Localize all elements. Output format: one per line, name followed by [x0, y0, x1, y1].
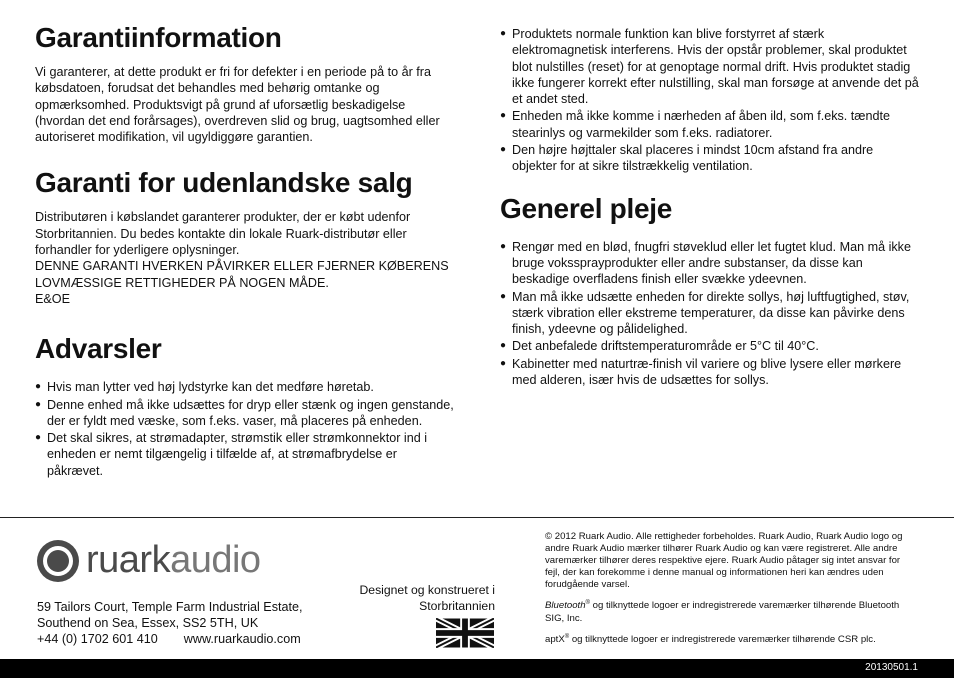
copyright-text: © 2012 Ruark Audio. Alle rettigheder forbeholdes. Ruark Audio, Ruark Audio logo og andre Ruark Audio mærker tilhører Ruark Audio og kan være registreret. Alle andre varemærker tilhører deres respektive ejere. Ruark Audio påtager sig intet ansvar for fejl, der kan forekomme i denne manual og informationen heri kan ændres uden forudgående varsel.	[545, 531, 903, 591]
phone-number: +44 (0) 1702 601 410	[37, 632, 158, 646]
legal-notice	[545, 531, 910, 652]
list-item: ● Kabinetter med naturtræ-finish vil variere og blive lysere eller mørkere med alderen, især hvis de udsættes for sollys.	[500, 356, 902, 388]
list-item: ● Det anbefalede driftstemperaturområde er 5°C til 40°C.	[500, 339, 819, 354]
bullet-icon: ●	[35, 432, 42, 444]
list-item: ● Det skal sikres, at strømadapter, strømstik eller strømkonnektor ind i enheden er nemt tilgængelig i tilfælde af, at strømafbrydelse er påkrævet.	[35, 431, 428, 478]
bluetooth-trademark: Bluetooth® og tilknyttede logoer er indregistrerede varemærker tilhørende Bluetooth SIG, Inc.	[545, 600, 900, 624]
foreign-sales-heading: Garanti for udenlandske salg	[35, 167, 413, 199]
foreign-sales-text: Distributøren i købslandet garanterer produkter, der er købt udenfor Storbritannien. Du bedes kontakte din lokale Ruark-distributør eller forhandler for yderligere oplysninger.	[35, 210, 411, 258]
bullet-icon: ●	[500, 290, 507, 302]
aptx-trademark: aptX® og tilknyttede logoer er indregistrerede varemærker tilhørende CSR plc.	[545, 633, 876, 646]
address-line-2: Southend on Sea, Essex, SS2 5TH, UK	[37, 616, 259, 630]
union-jack-icon	[436, 618, 494, 648]
bullet-icon: ●	[500, 340, 507, 352]
bullet-icon: ●	[500, 28, 507, 39]
website-link[interactable]: www.ruarkaudio.com	[183, 632, 301, 646]
right-column	[500, 26, 920, 389]
list-item: ● Denne enhed må ikke udsættes for dryp eller stænk og ingen genstande, der er fyldt med væske, som f.eks. vaser, må placeres på enheden.	[35, 397, 454, 428]
care-heading: Generel pleje	[500, 192, 672, 224]
warnings-heading: Advarsler	[35, 333, 162, 365]
ruark-audio-logo	[36, 538, 306, 584]
footer-divider	[0, 517, 954, 518]
bullet-icon: ●	[500, 144, 507, 156]
eoe-note: E&OE	[35, 291, 70, 306]
warnings-list-continued	[500, 26, 920, 175]
list-item: ● Hvis man lytter ved høj lydstyrke kan det medføre høretab.	[35, 380, 374, 395]
warnings-list	[35, 379, 455, 479]
list-item: ● Enheden må ikke komme i nærheden af åben ild, som f.eks. tændte stearinlys og varmekilder som f.eks. radiatorer.	[500, 109, 891, 140]
bullet-icon: ●	[35, 381, 42, 393]
document-code: 20130501.1	[865, 662, 918, 673]
svg-text:ruarkaudio	[86, 539, 261, 581]
designed-in-uk: Designet og konstrueret i Storbritannien	[359, 583, 495, 613]
left-column	[35, 22, 455, 480]
company-address	[37, 599, 303, 647]
list-item: ● Den højre højttaler skal placeres i mindst 10cm afstand fra andre objekter for at sikre tilstrækkelig ventilation.	[500, 143, 874, 174]
statutory-rights-notice: DENNE GARANTI HVERKEN PÅVIRKER ELLER FJERNER KØBERENS LOVMÆSSIGE RETTIGHEDER PÅ NOGEN MÅDE.	[35, 259, 449, 290]
bottom-bar	[0, 659, 954, 678]
bullet-icon: ●	[500, 110, 507, 122]
logo-text-audio: audio	[170, 539, 261, 581]
list-item: ● Man må ikke udsætte enheden for direkte sollys, høj luftfugtighed, støv, stærk vibration eller ekstreme temperaturer, da disse kan påvirke dens finish, ydeevne og pålidelighed.	[500, 289, 910, 337]
warranty-text: Vi garanterer, at dette produkt er fri for defekter i en periode på to år fra købsdatoen, forudsat det behandles med behørig omtanke og opmærksomhed. Produktsvigt på grund af uforsætlig beskadigelse (hvordan det end forårsages), overdreven slid og brug, uagtsomhed eller autoriseret modifikation, vil ugyldiggøre garantien.	[35, 65, 440, 145]
bullet-icon: ●	[35, 398, 42, 410]
warranty-heading: Garantiinformation	[35, 22, 282, 53]
list-item: ● Rengør med en blød, fnugfri støveklud eller let fugtet klud. Man må ikke bruge vokssprayprodukter eller andre substanser, da disse kan beskadige overfladens finish eller svække ydeevnen.	[500, 239, 911, 287]
care-list	[500, 239, 920, 389]
list-item: ● Produktets normale funktion kan blive forstyrret af stærk elektromagnetisk interferens. Hvis der opstår problemer, skal produktet blot nulstilles (reset) for at genoptage normal drift. Hvis produktet stadig ikke fungerer korrekt efter nulstilling, skal man forsøge at anvende det på et andet sted.	[500, 27, 919, 107]
address-line-1: 59 Tailors Court, Temple Farm Industrial Estate,	[37, 600, 303, 614]
logo-text-ruark: ruark	[86, 539, 171, 581]
bullet-icon: ●	[500, 357, 507, 369]
bullet-icon: ●	[500, 240, 507, 252]
